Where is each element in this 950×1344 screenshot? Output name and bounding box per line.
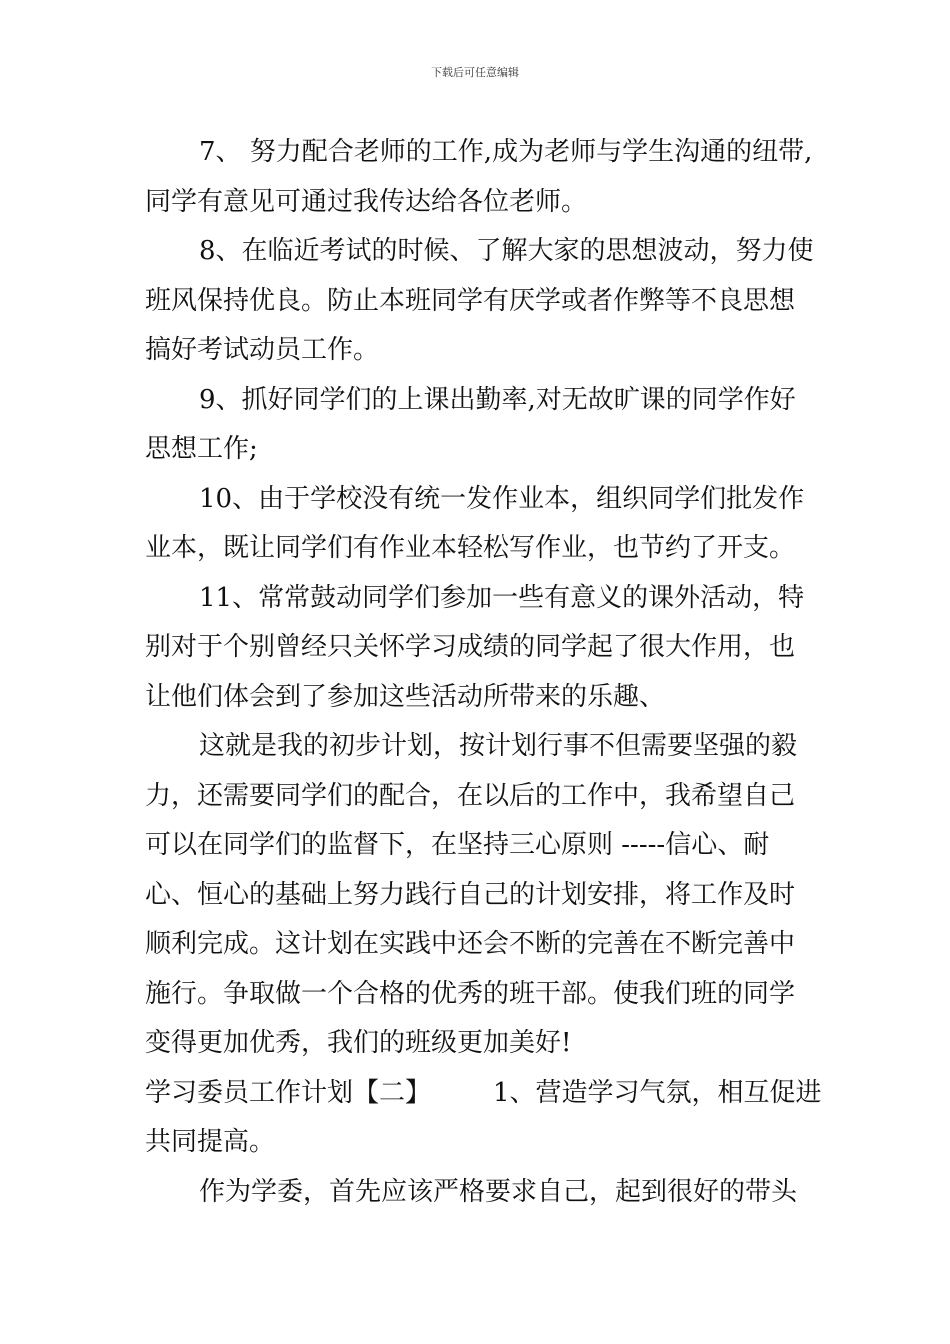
paragraph-8 xyxy=(145,227,813,376)
document-body xyxy=(145,128,822,1217)
paragraph-line: 9、抓好同学们的上课出勤率,对无故旷课的同学作好 xyxy=(199,384,796,415)
paragraph-line: 搞好考试动员工作。 xyxy=(145,335,380,365)
paragraph-line: 这就是我的初步计划，按计划行事不但需要坚强的毅 xyxy=(199,731,798,761)
paragraph-line: 7、 努力配合老师的工作,成为老师与学生沟通的纽带, xyxy=(199,137,813,167)
paragraph-last xyxy=(145,1168,813,1218)
paragraph-11 xyxy=(145,574,813,723)
paragraph-7 xyxy=(145,128,813,227)
paragraph-line: 8、在临近考试的时候、了解大家的思想波动，努力使 xyxy=(199,236,814,266)
section-item-continuation xyxy=(145,1118,813,1168)
paragraph-line: 业本，既让同学们有作业本轻松写作业，也节约了开支。 xyxy=(145,533,796,563)
page-header: 下载后可任意编辑 xyxy=(431,66,519,79)
paragraph-line: 别对于个别曾经只关怀学习成绩的同学起了很大作用，也 xyxy=(145,632,796,662)
paragraph-line: 11、常常鼓动同学们参加一些有意义的课外活动，特 xyxy=(199,582,805,613)
paragraph-line: 施行。争取做一个合格的优秀的班干部。使我们班的同学 xyxy=(145,978,796,1009)
paragraph-conclusion xyxy=(145,722,813,1069)
section-heading xyxy=(145,1069,822,1119)
paragraph-line: 同学有意见可通过我传达给各位老师。 xyxy=(145,186,588,217)
paragraph-line: 思想工作; xyxy=(145,434,258,464)
paragraph-line: 心、恒心的基础上努力践行自己的计划安排，将工作及时 xyxy=(145,879,796,910)
section-title: 学习委员工作计划【二】 xyxy=(145,1077,432,1108)
paragraph-line: 作为学委，首先应该严格要求自己，起到很好的带头 xyxy=(199,1176,798,1207)
paragraph-line: 变得更加优秀，我们的班级更加美好! xyxy=(145,1028,572,1058)
section-item-start: 1、营造学习气氛，相互促进 xyxy=(493,1077,822,1108)
paragraph-line: 顺利完成。这计划在实践中还会不断的完善在不断完善中 xyxy=(145,929,796,959)
paragraph-line: 可以在同学们的监督下，在坚持三心原则 -----信心、耐 xyxy=(145,830,770,860)
paragraph-9 xyxy=(145,376,813,475)
paragraph-line: 让他们体会到了参加这些活动所带来的乐趣、 xyxy=(145,681,666,712)
paragraph-line: 10、由于学校没有统一发作业本，组织同学们批发作 xyxy=(199,483,805,514)
paragraph-line: 共同提高。 xyxy=(145,1127,276,1157)
paragraph-10 xyxy=(145,475,813,574)
paragraph-line: 班风保持优良。防止本班同学有厌学或者作弊等不良思想 xyxy=(145,285,796,316)
paragraph-line: 力，还需要同学们的配合，在以后的工作中，我希望自己 xyxy=(145,780,796,811)
